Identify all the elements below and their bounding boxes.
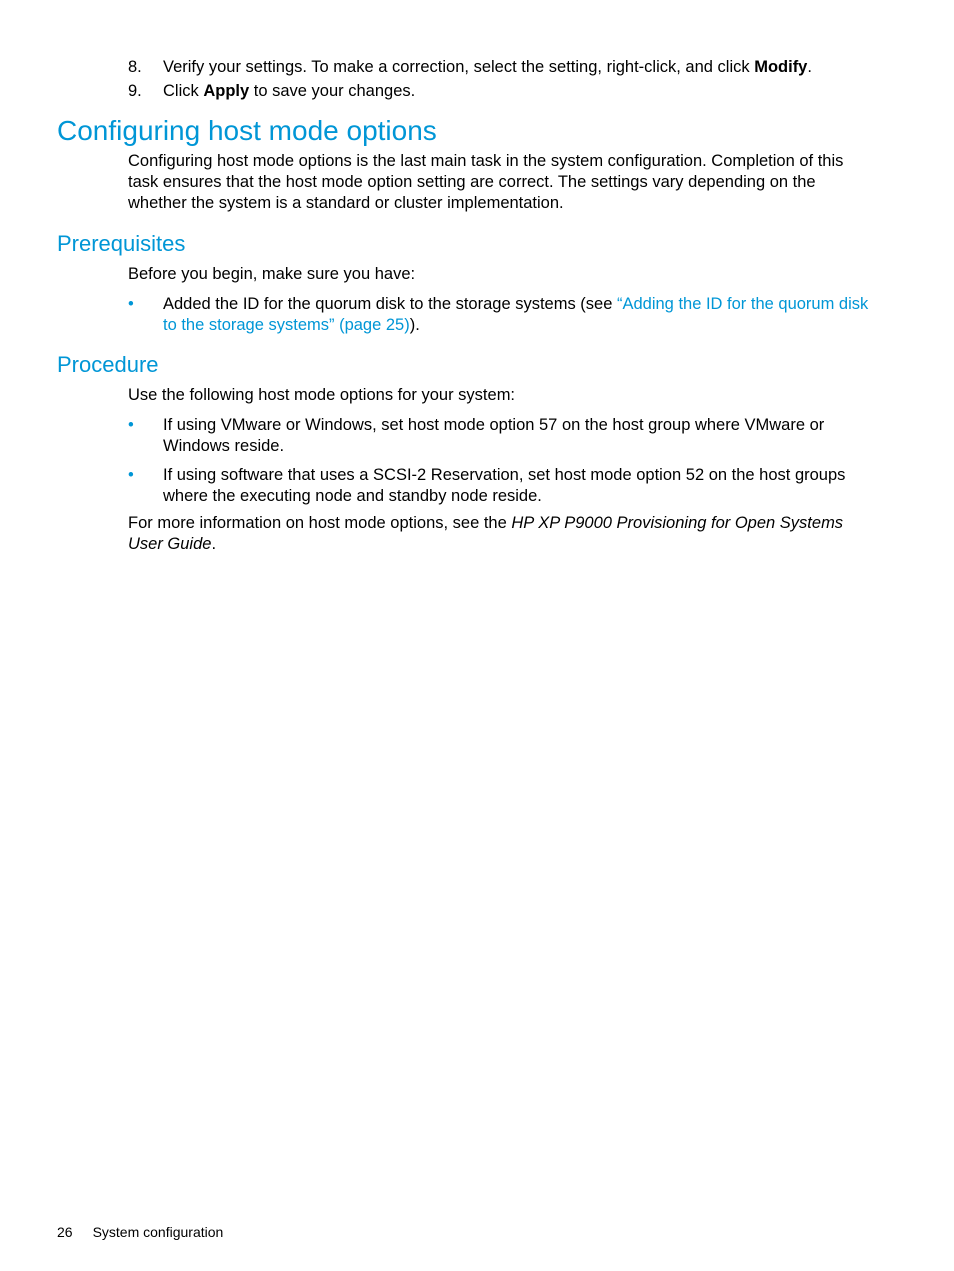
bullet-icon: • xyxy=(128,295,134,313)
step-text-start: Click xyxy=(163,82,204,100)
page-footer xyxy=(57,1222,223,1242)
chapter-name: System configuration xyxy=(92,1224,224,1240)
more-info-paragraph xyxy=(128,513,873,555)
step-text-end: . xyxy=(807,58,812,76)
cross-reference-link[interactable]: “Adding the ID for the quorum disk to the storage systems” (page 25) xyxy=(163,295,869,334)
procedure-lead: Use the following host mode options for your system: xyxy=(128,386,516,404)
bullet-icon: • xyxy=(128,416,134,434)
step-text xyxy=(163,79,888,103)
prerequisite-text-end: ). xyxy=(409,316,420,334)
step-text-start: Verify your settings. To make a correction, select the setting, right-click, and click xyxy=(163,58,755,76)
section-intro: Configuring host mode options is the last main task in the system configuration. Completion of this task ensures that the host mode option setting are correct. The settings vary depending on the whether the system is a standard or cluster implementation. xyxy=(128,152,844,212)
step-number: 9. xyxy=(128,82,142,100)
bullet-icon: • xyxy=(128,466,134,484)
prerequisites-lead: Before you begin, make sure you have: xyxy=(128,265,416,283)
procedure-heading: Procedure xyxy=(57,352,159,377)
procedure-item-text: If using VMware or Windows, set host mode option 57 on the host group where VMware or Windows reside. xyxy=(163,416,825,455)
procedure-item xyxy=(128,415,873,457)
more-info-start: For more information on host mode options, see the xyxy=(128,514,512,532)
page-number: 26 xyxy=(57,1224,73,1240)
step-text xyxy=(163,55,888,79)
step-text-end: to save your changes. xyxy=(249,82,416,100)
prerequisite-item xyxy=(128,294,873,336)
guide-title: HP XP P9000 Provisioning for Open Systems User Guide xyxy=(128,514,844,553)
procedure-item xyxy=(128,465,873,507)
step-number: 8. xyxy=(128,58,142,76)
prerequisites-heading: Prerequisites xyxy=(57,231,186,256)
step-list xyxy=(128,55,888,103)
step-9 xyxy=(128,79,888,103)
prerequisite-text-start: Added the ID for the quorum disk to the storage systems (see xyxy=(163,295,617,313)
step-8 xyxy=(128,55,888,79)
modify-command: Modify xyxy=(754,58,808,76)
section-title: Configuring host mode options xyxy=(57,115,437,146)
more-info-end: . xyxy=(211,535,217,553)
prerequisite-text xyxy=(163,294,873,336)
procedure-item-text: If using software that uses a SCSI-2 Reservation, set host mode option 52 on the host groups where the executing node and standby node reside. xyxy=(163,466,846,505)
apply-command: Apply xyxy=(203,82,250,100)
